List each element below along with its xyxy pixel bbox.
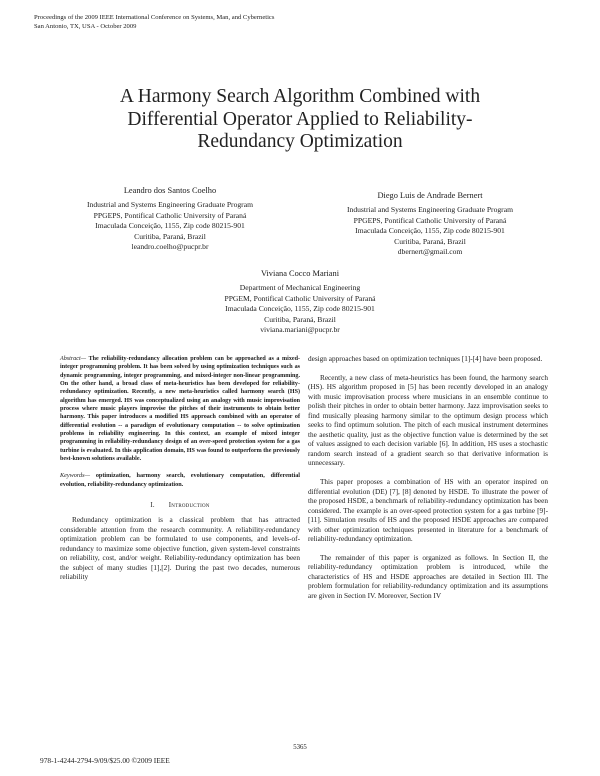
author-affiliation-line: Imaculada Conceição, 1155, Zip code 80215-901 xyxy=(95,221,245,231)
author-affiliation-line: PPGEM, Pontifical Catholic University of Paraná xyxy=(224,293,376,303)
author-block-mariani xyxy=(170,269,430,335)
author-affiliation-line: Department of Mechanical Engineering xyxy=(239,283,361,293)
body-paragraph: The remainder of this paper is organized as follows. In Section II, the reliability-redundancy optimization problem is introduced, while the characteristics of HS and HSDE approaches are detailed in Section III. The problem formulation for reliability-redundancy optimization and its assumptions are given in Section IV. Moreover, Section IV xyxy=(308,553,548,601)
keywords xyxy=(60,472,300,489)
author-email: viviana.mariani@pucpr.br xyxy=(260,325,340,335)
abstract xyxy=(60,355,300,463)
proceedings-header xyxy=(34,14,274,31)
author-affiliation-line: Imaculada Conceição, 1155, Zip code 80215-901 xyxy=(355,226,505,236)
author-affiliation-line: Curitiba, Paraná, Brazil xyxy=(394,236,466,246)
body-paragraph: This paper proposes a combination of HS with an operator inspired on differential evolution (DE) [7], [8] denoted by HSDE. To illustrate the power of the proposed HSDE, a benchmark of reliability-redundancy optimization has been considered. The example is an over-speed protection system for a gas turbine [9]-[11]. Simulation results of HS and the proposed HSDE approaches are compared with other optimization techniques presented in literature for a benchmark of reliability-redundancy optimization. xyxy=(308,478,548,544)
title-line-3: Redundancy Optimization xyxy=(197,131,403,152)
proceedings-line-2: San Antonio, TX, USA - October 2009 xyxy=(34,22,137,30)
author-name: Diego Luis de Andrade Bernert xyxy=(377,191,483,200)
section-heading-introduction xyxy=(60,502,300,509)
author-affiliation-line: Industrial and Systems Engineering Graduate Program xyxy=(347,205,513,215)
section-number: I. xyxy=(150,502,155,510)
author-affiliation-line: PPGEPS, Pontifical Catholic University of Paraná xyxy=(93,210,247,220)
body-paragraph: Recently, a new class of meta-heuristics has been found, the harmony search (HS). HS algorithm proposed in [5] has been recently developed in an analogy with music improvisation process where musicians in an ensemble continue to polish their pitches in order to obtain better harmony. Jazz improvisation seeks to find musically pleasing harmony similar to the optimum design process which seeks to find optimum solution. The pitch of each musical instrument determines the aesthetic quality, just as the objective function value is determined by the set of values assigned to each decision variable [6]. In addition, HS uses a stochastic random search instead of a gradient search so that derivative information is unnecessary. xyxy=(308,373,548,468)
left-column xyxy=(60,355,300,583)
abstract-text: The reliability-redundancy allocation problem can be approached as a mixed-integer programming problem. It has been solved by using optimization techniques such as dynamic programming, integer programming, and mixed-integer non-linear programming. On the other hand, a broad class of meta-heuristics has been developed for reliability-redundancy optimization. Recently, a new meta-heuristics called harmony search (HS) algorithm has emerged. HS was conceptualized using an analogy with music improvisation process where music players improvise the pitches of their instruments to obtain better harmony. This paper introduces a modified HS approach combined with an operator of differential evolution -- a paradigm of evolutionary computation -- to solve optimization problems in reliability engineering. In this context, an example of mixed integer programming in reliability-redundancy design of an over-speed protection system for a gas turbine is evaluated. In this application domain, HS was found to outperform the previously best-known solutions available. xyxy=(60,356,300,463)
author-name: Viviana Cocco Mariani xyxy=(260,269,340,278)
author-affiliation-line: PPGEPS, Pontifical Catholic University of Paraná xyxy=(353,215,507,225)
body-paragraph-continued: design approaches based on optimization techniques [1]-[4] have been proposed. xyxy=(308,355,543,363)
author-email: leandro.coelho@pucpr.br xyxy=(131,242,209,252)
abstract-label: Abstract— xyxy=(60,356,87,362)
page-number: 5365 xyxy=(293,744,307,751)
author-block-coelho xyxy=(40,186,300,252)
intro-paragraph: Redundancy optimization is a classical problem that has attracted considerable attention from the research community. A reliability-redundancy optimization problem can be formulated to use components, and levels-of-redundancy to maximize some objective function, given system-level constraints on reliability, cost, and/or weight. Reliability-redundancy optimization has been the subject of many studies [1],[2]. During the past two decades, numerous reliability xyxy=(60,516,300,582)
paper-title xyxy=(60,86,540,154)
keywords-label: Keywords— xyxy=(60,472,91,480)
keywords-text: optimization, harmony search, evolutionary computation, differential evolution, reliability-redundancy optimization. xyxy=(60,472,301,488)
author-affiliation-line: Industrial and Systems Engineering Graduate Program xyxy=(87,200,253,210)
proceedings-line-1: Proceedings of the 2009 IEEE International Conference on Systems, Man, and Cybernetics xyxy=(34,14,275,21)
title-line-2: Differential Operator Applied to Reliability- xyxy=(127,108,473,130)
author-affiliation-line: Curitiba, Paraná, Brazil xyxy=(134,231,206,241)
author-affiliation-line: Imaculada Conceição, 1155, Zip code 80215-901 xyxy=(225,304,375,314)
author-email: dbernert@gmail.com xyxy=(397,247,463,257)
section-title: Introduction xyxy=(168,502,210,510)
right-column xyxy=(308,355,548,611)
isbn-copyright: 978-1-4244-2794-9/09/$25.00 ©2009 IEEE xyxy=(40,756,170,765)
title-line-1: A Harmony Search Algorithm Combined with xyxy=(119,86,481,107)
author-affiliation-line: Curitiba, Paraná, Brazil xyxy=(264,314,336,324)
author-name: Leandro dos Santos Coelho xyxy=(123,186,217,195)
author-block-bernert xyxy=(300,191,560,257)
